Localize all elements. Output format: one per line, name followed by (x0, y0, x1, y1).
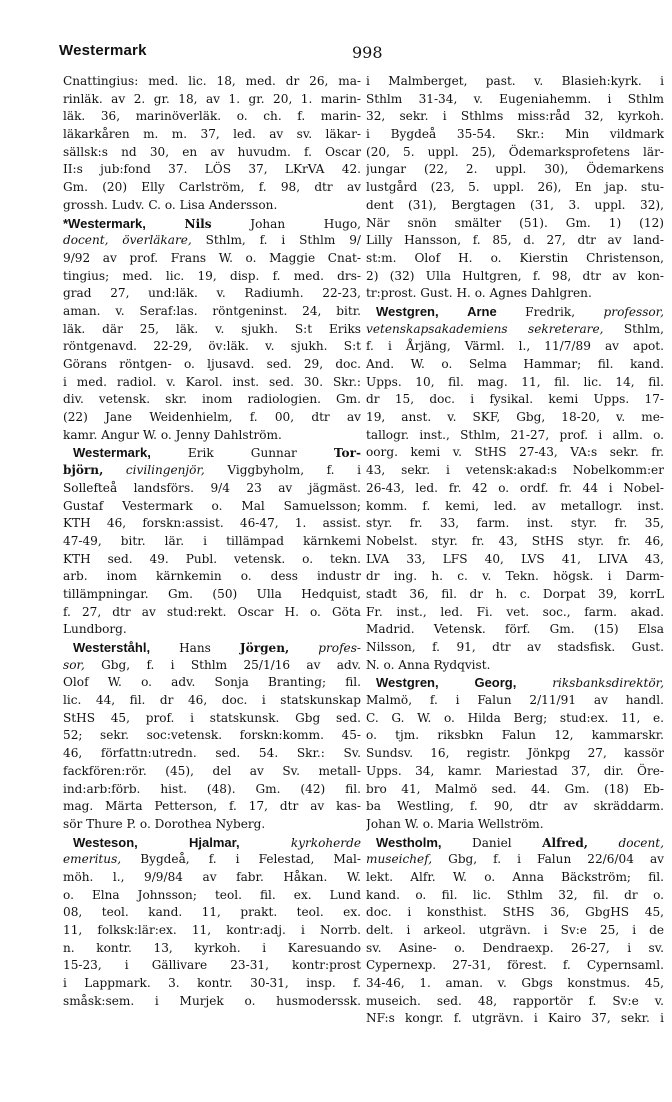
entry-given-name: Fredrik, (525, 304, 576, 319)
text-line: styr. fr. 33, farm. inst. styr. fr. 35, (366, 516, 664, 531)
text-line: And. W. o. Selma Hammar; fil. kand. (366, 357, 664, 371)
text-line: läk. där 25, läk. v. sjukh. S:t Eriks (63, 321, 361, 336)
text-line: läk. 36, marinöverläk. o. ch. f. marin- (63, 109, 361, 124)
text-line: Malmö, f. i Falun 2/11/91 av handl. (366, 693, 664, 708)
text-line: NF:s kongr. f. utgrävn. i Kairo 37, sekr. i (366, 1011, 664, 1026)
entry-title: docent, (618, 835, 664, 850)
text-line: KTH sed. 49. Publ. vetensk. o. tekn. (63, 551, 361, 566)
text-line: 46, författn:utredn. sed. 54. Skr.: Sv. (63, 746, 361, 761)
entry-title: kyrkoherde (290, 835, 361, 850)
text-line: kamr. Angur W. o. Jenny Dahlström. (63, 427, 282, 442)
text-line: o. Elna Johnsson; teol. fil. ex. Lund (63, 887, 361, 902)
text-line: 9/92 av prof. Frans W. o. Maggie Cnat- (63, 250, 361, 265)
text-line: Cnattingius: med. lic. 18, med. dr 26, ma- (63, 74, 361, 88)
text-line: Sthlm 31-34, v. Eugeniahemm. i Sthlm (366, 91, 664, 106)
text-line: i med. radiol. v. Karol. inst. sed. 30. Skr.: (63, 374, 361, 389)
entry-first-line (63, 215, 361, 233)
text-line: 11, folksk:lär:ex. 11, kontr:adj. i Norrb. (63, 923, 361, 937)
text-line: C. G. W. o. Hilda Berg; stud:ex. 11, e. (366, 710, 664, 725)
text-line: Gustaf Vestermark o. Mal Samuelsson; (63, 498, 361, 513)
text-line: StHS 45, prof. i statskunsk. Gbg sed. (63, 710, 361, 725)
text-line: Fr. inst., led. Fi. vet. soc., farm. akad. (366, 604, 664, 619)
text-line: 47-49, bitr. lär. i tillämpad kärnkemi (63, 533, 361, 548)
text-line: komm. f. kemi, led. av metallogr. inst. (366, 498, 664, 513)
entry-first-line (63, 639, 361, 657)
text-line: lekt. Alfr. W. o. Anna Bäckström; fil. (366, 869, 664, 884)
text-line: När snön smälter (51). Gm. 1) (12) (366, 215, 664, 230)
text-line: lic. 44, fil. dr 46, doc. i statskunskap (63, 693, 361, 708)
entry-first-line (366, 674, 664, 692)
entry-given-name: Erik Gunnar (187, 446, 297, 461)
entry-first-line (63, 834, 361, 852)
text-line: 19, anst. v. SKF, Gbg, 18-20, v. me- (366, 410, 664, 425)
running-head: Westermark (59, 42, 147, 59)
entry-given-name: Hans (179, 641, 211, 655)
text-line: oorg. kemi v. StHS 27-43, VA:s sekr. fr. (366, 445, 664, 460)
text-line: aman. v. Seraf:las. röntgeninst. 24, bitr. (63, 303, 361, 318)
text-line: (22) Jane Weidenhielm, f. 00, dtr av (63, 410, 361, 425)
text-line: sör Thure P. o. Dorothea Nyberg. (63, 816, 266, 831)
text-line: tingius; med. lic. 19, disp. f. med. drs- (63, 268, 361, 283)
text-line: f. i Årjäng, Värml. l., 11/7/89 av apot. (366, 339, 664, 354)
entry-headword: Westerståhl, (73, 640, 151, 655)
right-column (366, 73, 664, 1028)
entry-given-name: Alfred, (542, 835, 589, 850)
entry-text: Gbg, f. i Falun 22/6/04 av (448, 852, 664, 867)
text-line: n. kontr. 13, kyrkoh. i Karesuando (63, 940, 361, 955)
text-line: Johan W. o. Maria Wellström. (366, 816, 544, 831)
entry-given-name: Johan Hugo, (250, 216, 361, 231)
entry-headword: Westgren, (376, 675, 439, 691)
text-line: småsk:sem. i Murjek o. husmoderssk. (63, 993, 361, 1008)
text-line: grossh. Ludv. C. o. Lisa Andersson. (63, 197, 278, 212)
text-line: II:s jub:fond 37. LÖS 37, LKrVA 42. (63, 162, 361, 177)
text-line: museich. sed. 48, rapportör f. Sv:e v. (366, 993, 664, 1008)
text-line: arb. inom kärnkemin o. dess industr (63, 569, 361, 584)
text-line: 32, sekr. i Sthlms miss:råd 32, kyrkoh. (366, 109, 664, 124)
text-line: Madrid. Vetensk. förf. Gm. (15) Elsa (366, 622, 664, 637)
text-line: sällsk:s nd 30, en av huvudm. f. Oscar (63, 144, 361, 159)
entry-headword: *Westermark, (63, 215, 146, 231)
text-line: Olof W. o. adv. Sonja Branting; fil. (63, 675, 361, 690)
text-line: Sundsv. 16, registr. Jönkpg 27, kassör (366, 746, 664, 761)
text-line: 2) (32) Ulla Hultgren, f. 98, dtr av kon- (366, 268, 664, 283)
text-line: KTH 46, forskn:assist. 46-47, 1. assist. (63, 516, 361, 531)
text-line: f. 27, dtr av stud:rekt. Oscar H. o. Göta (63, 604, 361, 619)
text-line: Lundborg. (63, 622, 127, 637)
text-line: tallogr. inst., Sthlm, 21-27, prof. i allm. o. (366, 427, 664, 442)
text-line: 26-43, led. fr. 42 o. ordf. fr. 44 i Nobel- (366, 480, 664, 495)
entry-text: Sthlm, f. i Sthlm 9/ (205, 233, 361, 248)
text-line: (20, 5. uppl. 25), Ödemarksprofetens lär- (366, 144, 664, 159)
text-line: tillämpningar. Gm. (50) Ulla Hedquist, (63, 586, 361, 601)
entry-given-name: Tor- (333, 446, 361, 461)
entry-given-name: Hjalmar, (189, 834, 240, 850)
text-line: Gm. (20) Elly Carlström, f. 98, dtr av (63, 180, 361, 195)
text-line: röntgenavd. 22-29, öv:läk. v. sjukh. S:t (63, 339, 361, 354)
text-line: i Lappmark. 3. kontr. 30-31, insp. f. (63, 976, 361, 991)
left-column (63, 73, 361, 1010)
entry-headword: Westgren, (376, 303, 439, 319)
text-line: bro 41, Malmö sed. 44. Gm. (18) Eb- (366, 781, 664, 796)
entry-title: sor, (63, 657, 85, 672)
text-line (63, 657, 361, 675)
entry-text: Sthlm, (623, 321, 664, 336)
text-line: 43, sekr. i vetensk:akad:s Nobelkomm:er (366, 463, 664, 478)
entry-text: Bygdeå, f. i Felestad, Mal- (140, 852, 361, 867)
text-line: Nilsson, f. 91, dtr av stadsfisk. Gust. (366, 640, 664, 654)
entry-title: vetenskapsakademiens sekreterare, (366, 321, 604, 336)
text-line: ba Westling, f. 90, dtr av skräddarm. (366, 799, 664, 814)
text-line: läkarkåren m. m. 37, led. av sv. läkar- (63, 127, 361, 142)
text-line: Nobelst. styr. fr. 43, StHS styr. fr. 46, (366, 533, 664, 548)
text-line (366, 851, 664, 869)
text-line: 34-46, 1. aman. v. Gbgs konstmus. 45, (366, 976, 664, 991)
text-line: tr:prost. Gust. H. o. Agnes Dahlgren. (366, 286, 592, 301)
text-line: st:m. Olof H. o. Kierstin Christenson, (366, 250, 664, 265)
entry-title: professor, (603, 304, 664, 319)
text-line: rinläk. av 2. gr. 18, av 1. gr. 20, 1. marin- (63, 91, 361, 106)
text-line: o. tjm. riksbkn Falun 12, kammarskr. (366, 728, 664, 743)
entry-title: emeritus, (63, 852, 122, 867)
text-line: N. o. Anna Rydqvist. (366, 657, 491, 672)
text-line: Upps. 10, fil. mag. 11, fil. lic. 14, fil. (366, 374, 664, 389)
text-line: kand. o. fil. lic. Sthlm 32, fil. dr o. (366, 887, 664, 902)
text-line: dent (31), Bergtagen (31, 3. uppl. 32), (366, 197, 664, 212)
entry-first-line (63, 444, 361, 462)
text-line: LVA 33, LFS 40, LVS 41, LIVA 43, (366, 551, 664, 566)
entry-first-line (366, 834, 664, 852)
text-line: Görans röntgen- o. ljusavd. sed. 29, doc. (63, 357, 361, 371)
text-line: ind:arb:förb. hist. (48). Gm. (42) fil. (63, 781, 361, 796)
text-line: div. vetensk. skr. inom radiologien. Gm. (63, 392, 361, 407)
text-line: 08, teol. kand. 11, prakt. teol. ex. (63, 905, 361, 920)
entry-text: Viggbyholm, f. i (227, 463, 361, 478)
text-line: möh. l., 9/9/84 av fabr. Håkan. W. (63, 869, 361, 884)
entry-given-name: Georg, (474, 675, 517, 691)
entry-title: riksbanksdirektör, (552, 676, 664, 691)
entry-given-name: Arne (467, 303, 497, 319)
entry-headword: Westermark, (73, 445, 151, 461)
entry-given-name: Jörgen, (239, 641, 290, 655)
text-line: Upps. 34, kamr. Mariestad 37, dir. Öre- (366, 763, 664, 778)
text-line: 52; sekr. soc:vetensk. forskn:komm. 45- (63, 728, 361, 743)
text-line: Sollefteå landsförs. 9/4 23 av jägmäst. (63, 480, 361, 495)
text-line: sv. Asine- o. Dendraexp. 26-27, i sv. (366, 940, 664, 955)
entry-headword: Westeson, (73, 834, 138, 850)
entry-headword: Westholm, (376, 834, 442, 850)
text-line: delt. i arkeol. utgrävn. i Sv:e 25, i de (366, 923, 664, 937)
text-line: fackfören:rör. (45), del av Sv. metall- (63, 763, 361, 778)
text-line: dr 15, doc. i fysikal. kemi Upps. 17- (366, 392, 664, 407)
text-line (63, 851, 361, 869)
text-line: dr ing. h. c. v. Tekn. högsk. i Darm- (366, 569, 664, 584)
entry-first-line (366, 303, 664, 321)
text-line: stadt 36, fil. dr h. c. Dorpat 39, korrL (366, 586, 664, 601)
entry-given-name: björn, (63, 463, 104, 478)
text-line: i Bygdeå 35-54. Skr.: Min vildmark (366, 127, 664, 142)
page-number: 998 (352, 43, 383, 62)
text-line: Lilly Hansson, f. 85, d. 27, dtr av land- (366, 233, 664, 248)
text-line: doc. i konsthist. StHS 36, GbgHS 45, (366, 905, 664, 920)
text-line: grad 27, und:läk. v. Radiumh. 22-23, (63, 286, 361, 301)
text-line: lustgård (23, 5. uppl. 26), En jap. stu- (366, 180, 664, 195)
text-line: jungar (22, 2. uppl. 30), Ödemarkens (366, 162, 664, 177)
entry-title: civilingenjör, (125, 463, 205, 478)
text-line: 15-23, i Gällivare 23-31, kontr:prost (63, 958, 361, 973)
text-line: Cypernexp. 27-31, förest. f. Cypernsaml. (366, 958, 664, 973)
text-line: i Malmberget, past. v. Blasieh:kyrk. i (366, 74, 664, 88)
entry-given-name: Nils (184, 216, 212, 231)
text-line (63, 232, 361, 250)
text-line (366, 321, 664, 339)
text-line (63, 462, 361, 480)
entry-title: docent, överläkare, (63, 233, 192, 248)
entry-title: profes- (318, 641, 361, 655)
entry-title: museichef, (366, 852, 433, 867)
entry-given-name: Daniel (472, 835, 512, 850)
text-line: mag. Märta Petterson, f. 17, dtr av kas- (63, 799, 361, 814)
entry-text: Gbg, f. i Sthlm 25/1/16 av adv. (101, 657, 361, 672)
